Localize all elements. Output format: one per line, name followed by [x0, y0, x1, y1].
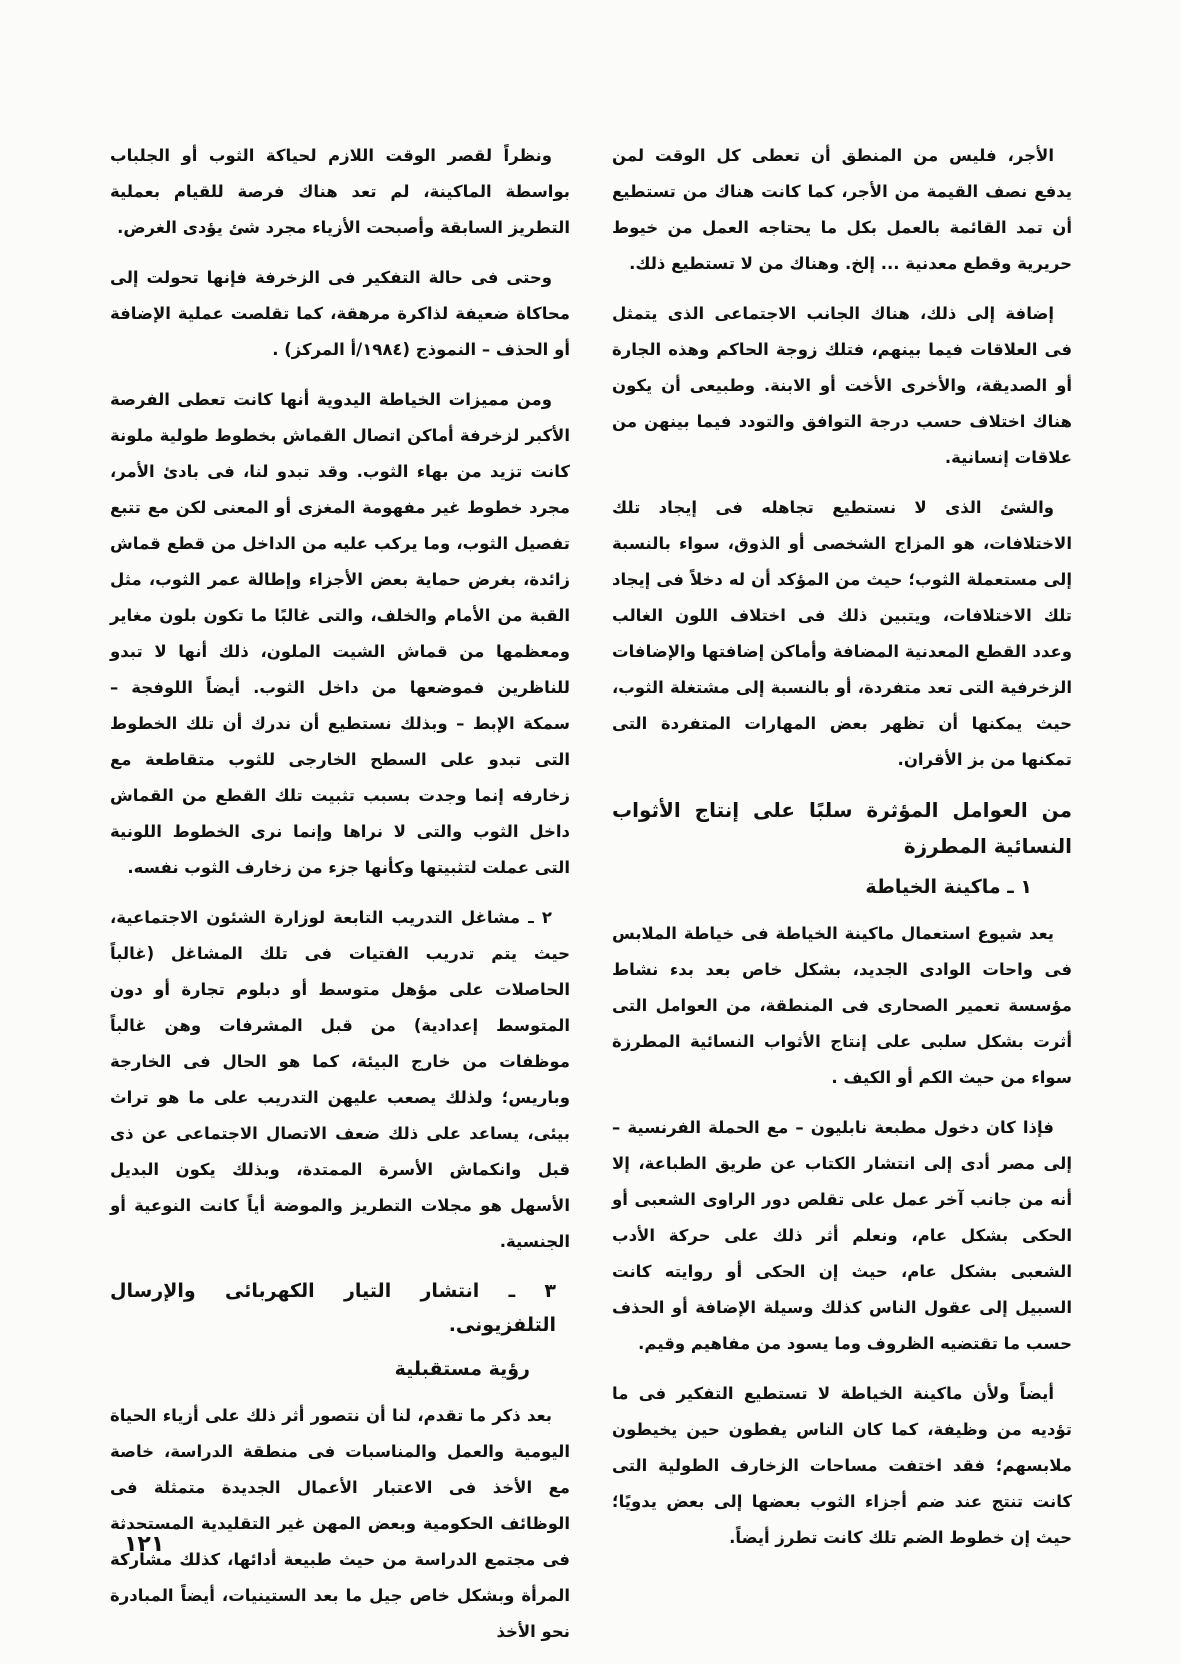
- subheading-electricity-tv: ٣ ـ انتشار التيار الكهربائى والإرسال التلفزيونى.: [110, 1280, 556, 1336]
- paragraph: بعد ذكر ما تقدم، لنا أن نتصور أثر ذلك على أزياء الحياة اليومية والعمل والمناسبات فى منطقة الدراسة، خاصة مع الأخذ فى الاعتبار الأعمال الجديدة متمثلة فى الوظائف الحكومية وبعض المهن غير التقليدية المستحدثة فى مجتمع الدراسة من حيث طبيعة أدائها، كذلك مشاركة المرأة وبشكل خاص جيل ما بعد الستينيات، أيضاً المبادرة نحو الأخذ: [110, 1406, 570, 1641]
- paragraph: يعد شيوع استعمال ماكينة الخياطة فى خياطة الملابس فى واحات الوادى الجديد، بشكل خاص بعد بدء نشاط مؤسسة تعمير الصحارى فى المنطقة، من العوامل التى أثرت بشكل سلبى على إنتاج الأثواب النسائية المطرزة سواء من حيث الكم أو الكيف .: [612, 924, 1072, 1087]
- paragraph: أيضاً ولأن ماكينة الخياطة لا تستطيع التفكير فى ما تؤديه من وظيفة، كما كان الناس يفطون حين يخيطون ملابسهم؛ فقد اختفت مساحات الزخارف الطولية التى كانت تنتج عند ضم أجزاء الثوب بعضها إلى بعض يدويًا؛ حيث إن خطوط الضم تلك كانت تطرز أيضاً.: [612, 1384, 1072, 1547]
- page-number: ١٢١: [124, 1532, 165, 1557]
- paragraph: ومن مميزات الخياطة اليدوية أنها كانت تعطى الفرصة الأكبر لزخرفة أماكن اتصال القماش بخطوط طولية ملونة كانت تزيد من بهاء الثوب. وقد تبدو لنا، فى بادئ الأمر، مجرد خطوط غير مفهومة المغزى أو المعنى لكن مع تتبع تفصيل الثوب، وما يركب عليه من الداخل من قطع قماش زائدة، بغرض حماية بعض الأجزاء وإطالة عمر الثوب، مثل القبة من الأمام والخلف، والتى غالبًا ما تكون بلون مغاير ومعظمها من قماش الشيت الملون، ذلك أنها لا تبدو للناظرين فموضعها من داخل الثوب. أيضاً اللوفجة – سمكة الإبط – وبذلك نستطيع أن ندرك أن تلك الخطوط التى تبدو على السطح الخارجى للثوب متقاطعة مع زخارفه إنما وجدت بسبب تثبيت تلك القطع من القماش داخل الثوب والتى لا نراها وإنما نرى الخطوط اللونية التى عملت لتثبيتها وكأنها جزء من زخارف الثوب نفسه.: [110, 390, 570, 877]
- paragraph: فإذا كان دخول مطبعة نابليون – مع الحملة الفرنسية – إلى مصر أدى إلى انتشار الكتاب عن طريق الطباعة، إلا أنه من جانب آخر عمل على تقلص دور الراوى الشعبى أو الحكى بشكل عام، ونعلم أثر ذلك على حركة الأدب الشعبى بشكل عام، حيث إن الحكى أو روايته كانت السبيل إلى عقول الناس كذلك وسيلة الإضافة أو الحذف حسب ما تقتضيه الظروف وما يسود من مفاهيم وقيم.: [612, 1118, 1072, 1353]
- right-column: [612, 138, 1072, 1570]
- paragraph: ونظراً لقصر الوقت اللازم لحياكة الثوب أو الجلباب بواسطة الماكينة، لم تعد هناك فرصة للقيام بعملية التطريز السابقة وأصبحت الأزياء مجرد شئ يؤدى الغرض.: [110, 146, 570, 237]
- paragraph: إضافة إلى ذلك، هناك الجانب الاجتماعى الذى يتمثل فى العلاقات فيما بينهم، فتلك زوجة الحاكم وهذه الجارة أو الصديقة، والأخرى الأخت أو الابنة. وطبيعى أن يكون هناك اختلاف حسب درجة التوافق والتودد فيما بينهن من علاقات إنسانية.: [612, 304, 1072, 467]
- section-heading: من العوامل المؤثرة سلبًا على إنتاج الأثواب النسائية المطرزة: [612, 798, 1072, 858]
- paragraph: والشئ الذى لا نستطيع تجاهله فى إيجاد تلك الاختلافات، هو المزاج الشخصى أو الذوق، سواء بالنسبة إلى مستعملة الثوب؛ حيث من المؤكد أن له دخلاً فى إيجاد تلك الاختلافات، ويتبين ذلك فى اختلاف اللون الغالب وعدد القطع المعدنية المضافة وأماكن إضافتها والإضافات الزخرفية التى تعد متفردة، أو بالنسبة إلى مشتغلة الثوب، حيث يمكنها أن تظهر بعض المهارات المتفردة التى تمكنها من بز الأقران.: [612, 498, 1072, 769]
- subheading-sewing-machine: ١ ـ ماكينة الخياطة: [865, 876, 1032, 898]
- paragraph: الأجر، فليس من المنطق أن تعطى كل الوقت لمن يدفع نصف القيمة من الأجر، كما كانت هناك من تستطيع أن تمد القائمة بالعمل بكل ما يحتاجه العمل من خيوط حريرية وقطع معدنية ... إلخ. وهناك من لا تستطيع ذلك.: [612, 146, 1072, 273]
- section-heading-future-vision: رؤية مستقبلية: [394, 1358, 530, 1380]
- paragraph: وحتى فى حالة التفكير فى الزخرفة فإنها تحولت إلى محاكاة ضعيفة لذاكرة مرهقة، كما تقلصت عملية الإضافة أو الحذف – النموذج (١٩٨٤/أ المركز) .: [110, 268, 570, 359]
- left-column: [110, 138, 570, 1664]
- paragraph: ٢ ـ مشاغل التدريب التابعة لوزارة الشئون الاجتماعية، حيث يتم تدريب الفتيات فى تلك المشاغل (غالباً الحاصلات على مؤهل متوسط أو دبلوم تجارة أو دون المتوسط إعدادية) من قبل المشرفات وهن غالباً موظفات من خارج البيئة، كما هو الحال فى الخارجة وباريس؛ ولذلك يصعب عليهن التدريب على ما هو تراث بيئى، يساعد على ذلك ضعف الاتصال الاجتماعى عن ذى قبل وانكماش الأسرة الممتدة، وبذلك يكون البديل الأسهل هو مجلات التطريز والموضة أياً كانت النوعية أو الجنسية.: [110, 908, 570, 1251]
